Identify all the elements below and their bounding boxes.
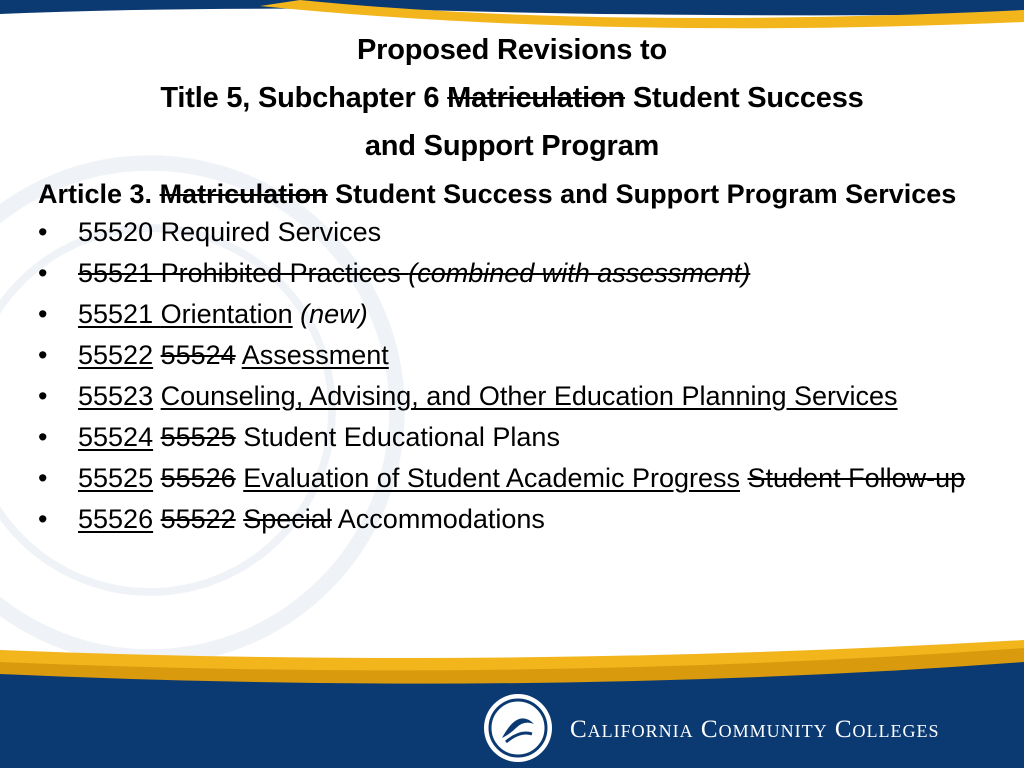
title-line-2-suffix: Student Success (625, 82, 864, 114)
item-number-old: 55524 (160, 340, 236, 370)
title-line-3: and Support Program (364, 130, 660, 162)
bullet-icon: • (38, 299, 48, 329)
item-name: Evaluation of Student Academic Progress (243, 463, 741, 493)
article-prefix: Article 3. (38, 179, 160, 209)
list-item (38, 380, 978, 412)
item-number-new: 55524 (78, 422, 154, 452)
ccc-seal-icon (484, 694, 552, 762)
title-line-2-prefix: Title 5, Subchapter 6 (160, 82, 448, 114)
item-struck-tail: Student Follow-up (747, 463, 966, 493)
bullet-icon: • (38, 381, 48, 411)
item-text: 55520 Required Services (78, 217, 382, 247)
item-number-new (78, 299, 293, 329)
item-number-old: 55525 (160, 422, 236, 452)
article-struck-word: Matriculation (159, 179, 328, 209)
item-number-new: 55523 (78, 381, 154, 411)
article-heading (38, 178, 978, 210)
item-number-new: 55522 (78, 340, 154, 370)
slide-content (38, 178, 978, 544)
item-number-new: 55526 (78, 504, 154, 534)
item-number-text: 55521 (78, 299, 161, 329)
section-list (38, 216, 978, 535)
item-name: Student Educational Plans (243, 422, 560, 452)
bullet-icon: • (38, 258, 48, 288)
item-number-new: 55525 (78, 463, 154, 493)
title-struck-word: Matriculation (447, 82, 626, 114)
bullet-icon: • (38, 422, 48, 452)
item-note: (new) (292, 299, 368, 329)
bullet-icon: • (38, 340, 48, 370)
list-item-removed (38, 257, 978, 289)
title-line-2 (40, 74, 984, 122)
article-suffix: Student Success and Support Program Services (327, 179, 957, 209)
brand-wordmark: California Community Colleges (570, 716, 940, 743)
item-note: (combined with assessment) (408, 258, 751, 288)
item-number-old: 55522 (160, 504, 236, 534)
list-item (38, 421, 978, 453)
list-item (38, 462, 978, 494)
item-struck-text: 55521 Prohibited Practices (78, 258, 409, 288)
item-name: Accommodations (337, 504, 545, 534)
list-item (38, 216, 978, 248)
list-item (38, 339, 978, 371)
list-item (38, 298, 978, 330)
bullet-icon: • (38, 504, 48, 534)
item-name: Assessment (241, 340, 389, 370)
bullet-icon: • (38, 463, 48, 493)
title-line-1: Proposed Revisions to (356, 34, 668, 66)
item-number-old: 55526 (160, 463, 236, 493)
item-name: Orientation (160, 299, 293, 329)
bullet-icon: • (38, 217, 48, 247)
slide-title (40, 26, 984, 170)
item-struck-word: Special (243, 504, 332, 534)
item-name: Counseling, Advising, and Other Education Planning Services (160, 381, 898, 411)
list-item (38, 503, 978, 535)
